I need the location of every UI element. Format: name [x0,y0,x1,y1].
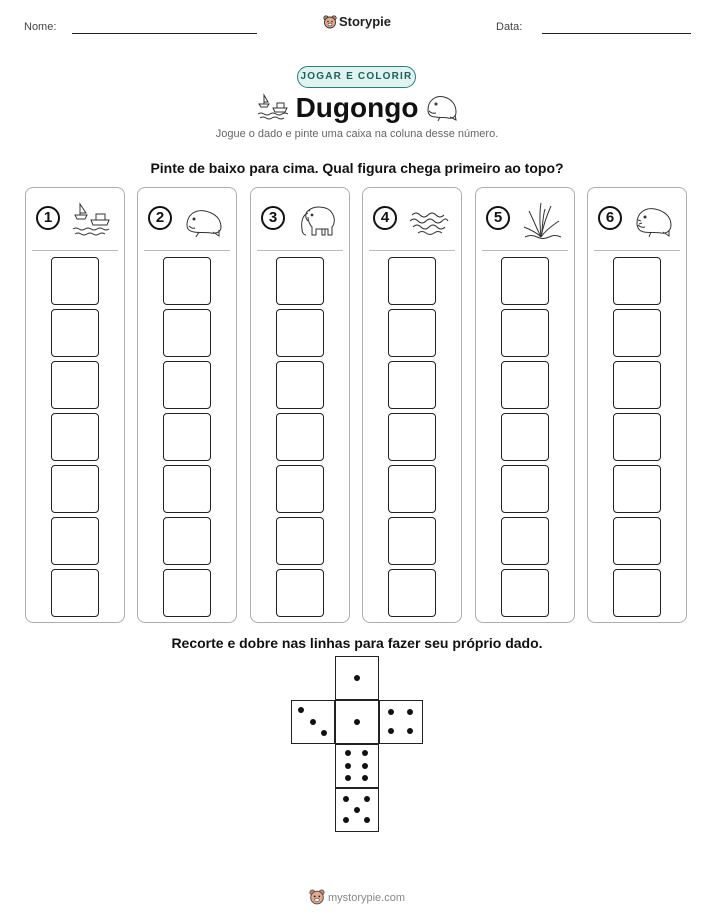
die-face-5 [335,788,379,832]
die-pip [354,719,360,725]
color-box[interactable] [388,413,436,461]
column-4 [362,187,462,623]
color-box[interactable] [51,361,99,409]
column-divider [369,250,455,251]
column-number: 5 [486,206,510,230]
column-divider [144,250,230,251]
column-header [251,188,349,250]
color-box[interactable] [163,517,211,565]
color-box[interactable] [613,257,661,305]
die-face-6 [335,744,379,788]
column-divider [482,250,568,251]
color-box[interactable] [51,413,99,461]
dugong-icon [422,90,462,122]
color-box[interactable] [388,309,436,357]
color-box[interactable] [613,569,661,617]
color-box[interactable] [613,309,661,357]
column-3 [250,187,350,623]
column-header [476,188,574,250]
name-label: Nome: [24,21,57,33]
column-6 [587,187,687,623]
color-box[interactable] [501,517,549,565]
water-icon [407,201,451,239]
color-box[interactable] [163,309,211,357]
die-pip [298,707,304,713]
die-pip [407,709,413,715]
die-pip [310,719,316,725]
bear-logo-icon [323,15,337,29]
color-box[interactable] [501,465,549,513]
page-subtitle: Jogue o dado e pinte uma caixa na coluna desse número. [215,128,499,140]
color-box[interactable] [501,413,549,461]
color-box[interactable] [388,257,436,305]
color-box[interactable] [276,309,324,357]
die-pip [354,675,360,681]
die-pip [362,750,368,756]
die-pip [362,775,368,781]
column-header [26,188,124,250]
die-face-1 [335,656,379,700]
color-box[interactable] [51,257,99,305]
color-box[interactable] [276,257,324,305]
cut-instruction: Recorte e dobre nas linhas para fazer seu próprio dado. [171,635,543,651]
color-box[interactable] [388,569,436,617]
color-box[interactable] [51,517,99,565]
color-box[interactable] [388,517,436,565]
die-pip [388,728,394,734]
board-instruction: Pinte de baixo para cima. Qual figura chega primeiro ao topo? [150,160,564,176]
color-box[interactable] [276,413,324,461]
column-number: 2 [148,206,172,230]
color-box[interactable] [613,361,661,409]
color-box[interactable] [51,465,99,513]
die-pip [364,817,370,823]
die-pip [362,763,368,769]
column-divider [257,250,343,251]
column-divider [594,250,680,251]
die-pip [321,730,327,736]
color-box[interactable] [163,257,211,305]
column-number: 1 [36,206,60,230]
color-box[interactable] [276,465,324,513]
die-pip [345,750,351,756]
color-box[interactable] [501,309,549,357]
column-divider [32,250,118,251]
date-label: Data: [496,21,523,33]
column-number: 4 [373,206,397,230]
color-box[interactable] [613,517,661,565]
die-pip [345,775,351,781]
color-box[interactable] [163,465,211,513]
column-header [588,188,686,250]
color-box[interactable] [163,413,211,461]
color-box[interactable] [501,361,549,409]
die-pip [364,796,370,802]
color-box[interactable] [613,413,661,461]
date-line[interactable] [542,33,691,34]
color-box[interactable] [163,569,211,617]
color-box[interactable] [388,465,436,513]
color-box[interactable] [388,361,436,409]
brand-logo [0,14,714,29]
column-header [363,188,461,250]
seagrass-icon [520,201,564,239]
color-box[interactable] [613,465,661,513]
boats-icon [70,201,114,239]
die-face-1 [335,700,379,744]
die-pip [343,796,349,802]
column-5 [475,187,575,623]
name-line[interactable] [72,33,257,34]
color-box[interactable] [163,361,211,409]
dugong-icon [632,201,676,239]
color-box[interactable] [501,569,549,617]
color-box[interactable] [276,517,324,565]
color-box[interactable] [501,257,549,305]
activity-badge: JOGAR E COLORIR [297,66,416,88]
column-1 [25,187,125,623]
die-pip [345,763,351,769]
die-face-4 [379,700,423,744]
bear-logo-icon [309,889,325,905]
color-box[interactable] [51,309,99,357]
footer-url[interactable]: mystorypie.com [327,892,406,904]
die-pip [354,807,360,813]
brand-name: Storypie [338,14,391,29]
page-title: Dugongo [295,92,419,123]
column-header [138,188,236,250]
die-pip [407,728,413,734]
column-2 [137,187,237,623]
color-box[interactable] [51,569,99,617]
color-box[interactable] [276,569,324,617]
color-box[interactable] [276,361,324,409]
die-face-3 [291,700,335,744]
die-pip [343,817,349,823]
column-number: 6 [598,206,622,230]
die-pip [388,709,394,715]
footer [0,889,714,905]
column-number: 3 [261,206,285,230]
manatee-icon [182,201,226,239]
elephant-icon [295,201,339,239]
